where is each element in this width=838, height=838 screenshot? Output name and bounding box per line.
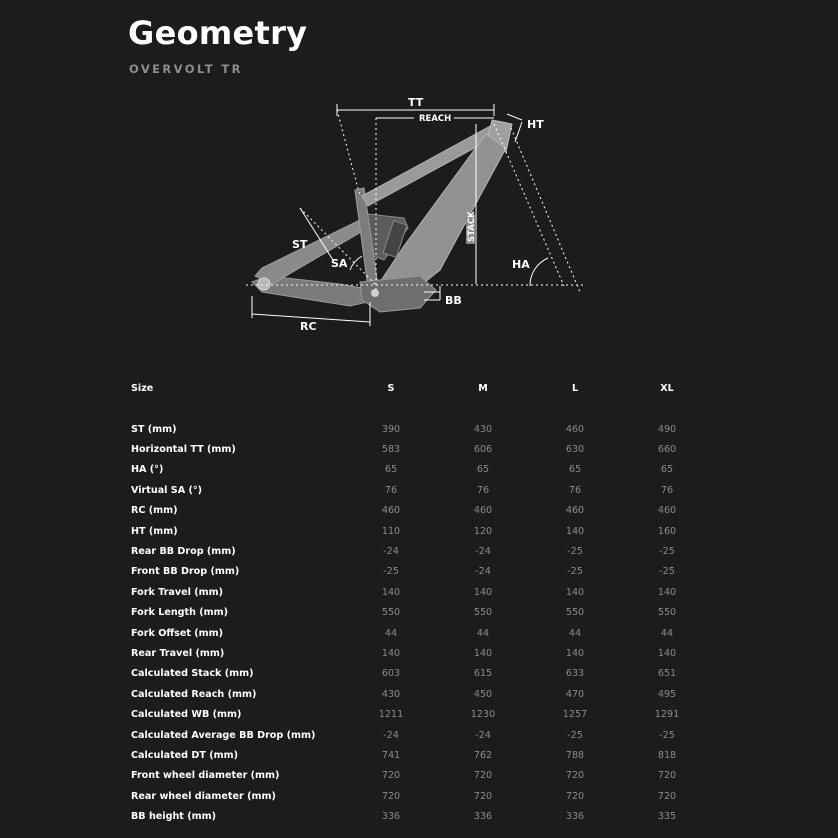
cell-xl: 335 [657, 811, 677, 823]
table-row [128, 704, 713, 724]
cell-xl: -25 [659, 729, 675, 741]
cell-xl: 490 [657, 423, 677, 435]
label-sa: SA [331, 257, 348, 270]
row-label: Front BB Drop (mm) [131, 566, 240, 578]
cell-l: 65 [568, 464, 582, 476]
cell-s: -24 [383, 729, 399, 741]
cell-m: 720 [473, 770, 493, 782]
cell-m: 460 [473, 505, 493, 517]
row-label: Rear Travel (mm) [131, 647, 225, 659]
row-label: Calculated Average BB Drop (mm) [131, 729, 316, 741]
row-label: RC (mm) [131, 505, 178, 517]
row-label: Calculated WB (mm) [131, 709, 242, 721]
cell-xl: 651 [657, 668, 677, 680]
row-label: Calculated Reach (mm) [131, 688, 257, 700]
size-l-header: L [571, 382, 579, 394]
table-row [128, 480, 713, 500]
cell-l: 460 [565, 505, 585, 517]
cell-l: -25 [567, 546, 583, 558]
cell-m: 120 [473, 525, 493, 537]
cell-l: 76 [568, 484, 582, 496]
cell-m: 450 [473, 688, 493, 700]
cell-s: 550 [381, 607, 401, 619]
cell-l: 633 [565, 668, 585, 680]
table-row [128, 745, 713, 765]
cell-s: 1211 [378, 709, 404, 721]
cell-xl: 460 [657, 505, 677, 517]
table-row [128, 419, 713, 439]
cell-m: 430 [473, 423, 493, 435]
cell-s: 720 [381, 770, 401, 782]
cell-l: 720 [565, 770, 585, 782]
cell-m: 336 [473, 811, 493, 823]
row-label: Rear BB Drop (mm) [131, 546, 236, 558]
label-ht: HT [527, 118, 544, 131]
cell-s: 76 [384, 484, 398, 496]
table-row [128, 643, 713, 663]
geometry-table [128, 378, 713, 827]
row-label: BB height (mm) [131, 811, 216, 823]
label-bb: BB [445, 294, 462, 307]
size-m-header: M [478, 382, 488, 394]
table-row [128, 582, 713, 602]
table-row [128, 562, 713, 582]
cell-xl: 720 [657, 790, 677, 802]
table-row [128, 664, 713, 684]
row-label: Fork Offset (mm) [131, 627, 224, 639]
cell-xl: 1291 [654, 709, 680, 721]
cell-m: 550 [473, 607, 493, 619]
size-header: Size [131, 382, 154, 394]
cell-s: 583 [381, 444, 401, 456]
cell-m: 762 [473, 749, 493, 761]
cell-xl: 65 [660, 464, 674, 476]
cell-s: 65 [384, 464, 398, 476]
cell-xl: 550 [657, 607, 677, 619]
cell-l: -25 [567, 566, 583, 578]
cell-s: 720 [381, 790, 401, 802]
cell-m: -24 [475, 729, 491, 741]
cell-xl: 660 [657, 444, 677, 456]
cell-s: 140 [381, 586, 401, 598]
label-ha: HA [512, 258, 530, 271]
cell-m: -24 [475, 546, 491, 558]
table-row [128, 684, 713, 704]
cell-l: 630 [565, 444, 585, 456]
label-st: ST [292, 238, 308, 251]
row-label: Calculated Stack (mm) [131, 668, 254, 680]
page-title: Geometry [128, 14, 308, 52]
cell-s: 140 [381, 647, 401, 659]
cell-l: 140 [565, 586, 585, 598]
table-header-row [128, 378, 713, 398]
row-label: Rear wheel diameter (mm) [131, 790, 276, 802]
cell-xl: -25 [659, 566, 675, 578]
cell-m: 140 [473, 647, 493, 659]
cell-l: 460 [565, 423, 585, 435]
cell-s: 390 [381, 423, 401, 435]
cell-s: 603 [381, 668, 401, 680]
table-row [128, 766, 713, 786]
cell-l: -25 [567, 729, 583, 741]
cell-m: 65 [476, 464, 490, 476]
cell-xl: 720 [657, 770, 677, 782]
cell-s: 336 [381, 811, 401, 823]
cell-l: 44 [568, 627, 582, 639]
cell-s: -24 [383, 546, 399, 558]
cell-xl: 76 [660, 484, 674, 496]
cell-s: 44 [384, 627, 398, 639]
table-row [128, 521, 713, 541]
cell-xl: 160 [657, 525, 677, 537]
size-xl-header: XL [660, 382, 674, 394]
row-label: Front wheel diameter (mm) [131, 770, 280, 782]
row-label: ST (mm) [131, 423, 177, 435]
table-row [128, 541, 713, 561]
table-row [128, 623, 713, 643]
cell-s: -25 [383, 566, 399, 578]
table-row [128, 806, 713, 826]
cell-xl: 140 [657, 586, 677, 598]
cell-s: 110 [381, 525, 401, 537]
table-row [128, 501, 713, 521]
cell-xl: 818 [657, 749, 677, 761]
table-row [128, 603, 713, 623]
cell-m: 606 [473, 444, 493, 456]
cell-m: 1230 [470, 709, 496, 721]
page-subtitle: OVERVOLT TR [129, 62, 243, 76]
cell-l: 336 [565, 811, 585, 823]
row-label: HA (°) [131, 464, 164, 476]
cell-xl: -25 [659, 546, 675, 558]
label-tt: TT [408, 96, 424, 109]
row-label: Calculated DT (mm) [131, 749, 238, 761]
label-reach: REACH [419, 114, 452, 124]
cell-l: 788 [565, 749, 585, 761]
table-body [128, 419, 713, 827]
cell-s: 741 [381, 749, 401, 761]
cell-m: 44 [476, 627, 490, 639]
cell-xl: 495 [657, 688, 677, 700]
row-label: Fork Length (mm) [131, 607, 229, 619]
size-s-header: S [387, 382, 395, 394]
cell-s: 430 [381, 688, 401, 700]
label-rc: RC [300, 320, 317, 333]
table-row [128, 725, 713, 745]
cell-l: 140 [565, 647, 585, 659]
table-row [128, 460, 713, 480]
row-label: Fork Travel (mm) [131, 586, 224, 598]
row-label: Horizontal TT (mm) [131, 444, 236, 456]
label-stack: STACK [467, 211, 477, 242]
geometry-diagram [0, 0, 838, 360]
cell-xl: 44 [660, 627, 674, 639]
cell-l: 140 [565, 525, 585, 537]
cell-m: 76 [476, 484, 490, 496]
cell-s: 460 [381, 505, 401, 517]
cell-l: 470 [565, 688, 585, 700]
cell-l: 1257 [562, 709, 588, 721]
cell-l: 720 [565, 790, 585, 802]
row-label: Virtual SA (°) [131, 484, 203, 496]
table-row [128, 439, 713, 459]
table-row [128, 786, 713, 806]
row-label: HT (mm) [131, 525, 178, 537]
cell-m: -24 [475, 566, 491, 578]
cell-m: 615 [473, 668, 493, 680]
cell-m: 720 [473, 790, 493, 802]
cell-m: 140 [473, 586, 493, 598]
cell-xl: 140 [657, 647, 677, 659]
cell-l: 550 [565, 607, 585, 619]
